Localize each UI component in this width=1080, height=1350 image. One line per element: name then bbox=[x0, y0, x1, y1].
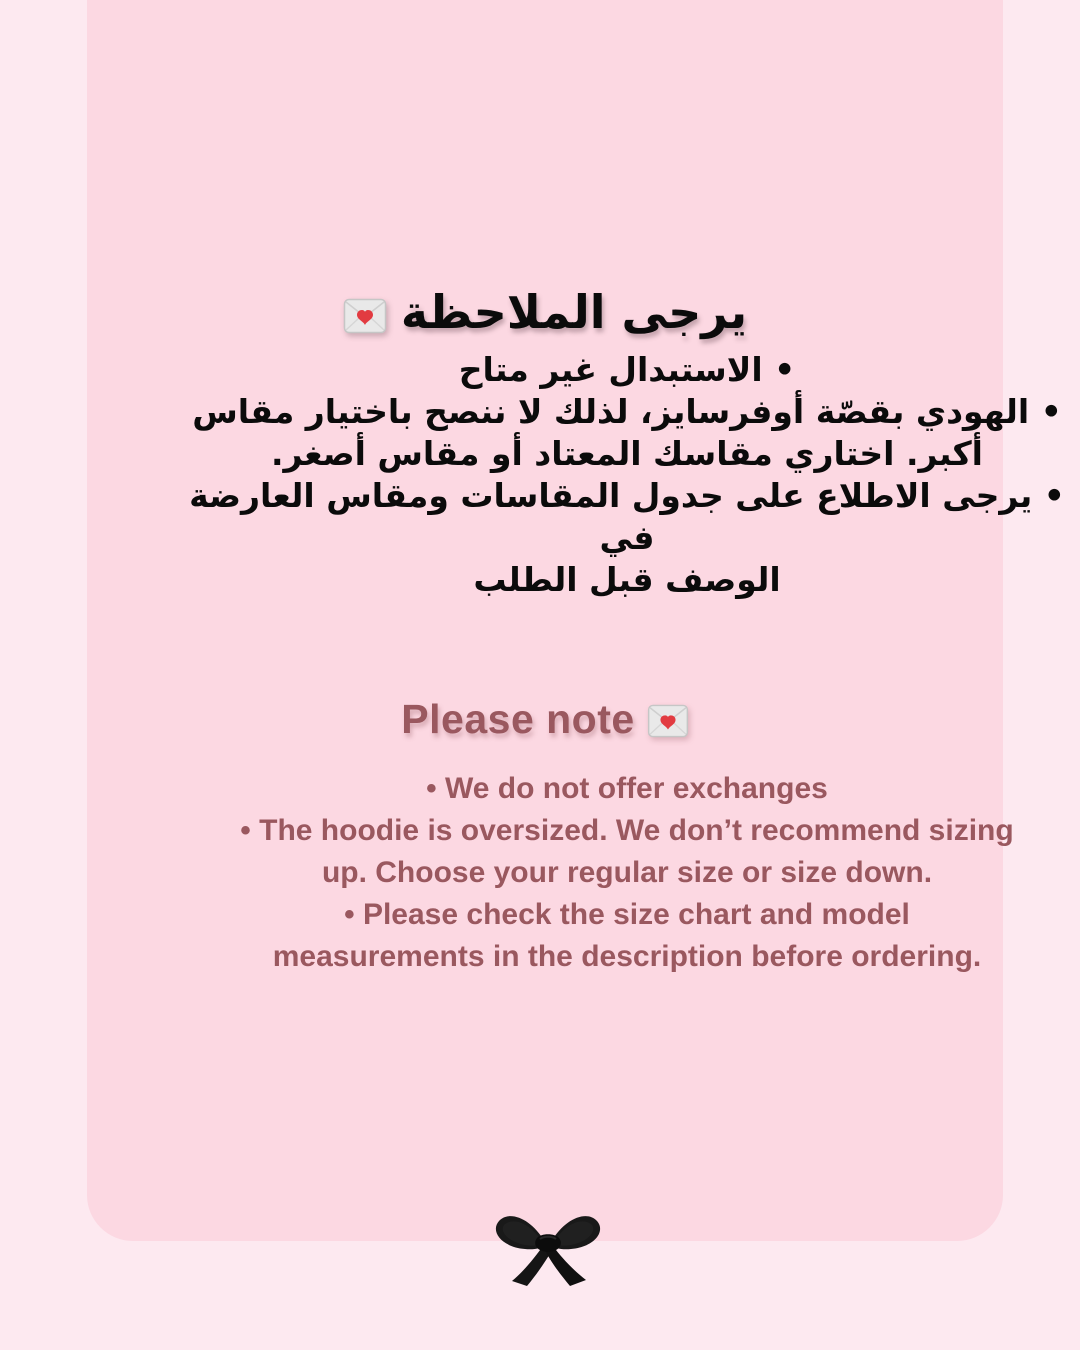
arabic-heading-text: يرجى الملاحظة bbox=[400, 285, 748, 339]
english-line: • We do not offer exchanges bbox=[426, 772, 828, 805]
english-notice-list bbox=[202, 768, 1052, 978]
english-heading-text: Please note bbox=[401, 696, 635, 742]
arabic-line: • الاستبدال غير متاح bbox=[458, 350, 796, 389]
love-letter-icon bbox=[647, 704, 689, 738]
arabic-line: • الهودي بقصّة أوفرسايز، لذلك لا ننصح باختيار مقاس bbox=[192, 392, 1062, 431]
arabic-notice-list bbox=[177, 349, 1077, 601]
arabic-line: الوصف قبل الطلب bbox=[473, 560, 781, 599]
arabic-heading bbox=[87, 282, 1003, 342]
english-line: • Please check the size chart and model bbox=[344, 898, 910, 931]
arabic-line: • يرجى الاطلاع على جدول المقاسات ومقاس العارضة في bbox=[189, 476, 1065, 557]
english-line: measurements in the description before ordering. bbox=[272, 940, 982, 973]
english-heading bbox=[87, 695, 1003, 743]
love-letter-icon bbox=[343, 298, 387, 334]
english-line: up. Choose your regular size or size down. bbox=[321, 856, 933, 889]
ribbon-bow-icon bbox=[485, 1202, 611, 1288]
notice-card bbox=[87, 0, 1065, 1241]
arabic-line: أكبر. اختاري مقاسك المعتاد أو مقاس أصغر. bbox=[271, 434, 983, 473]
english-line: • The hoodie is oversized. We don’t recommend sizing bbox=[240, 814, 1014, 847]
